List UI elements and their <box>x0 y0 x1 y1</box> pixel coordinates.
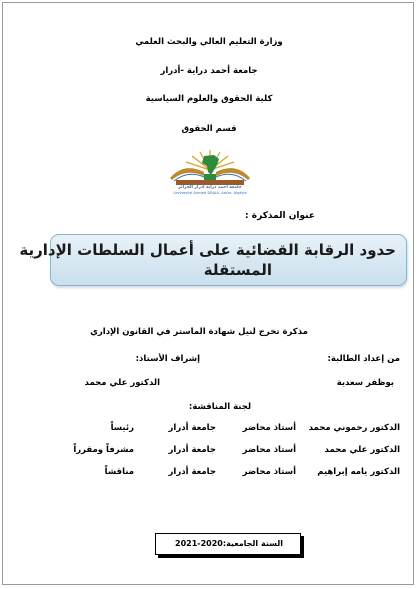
faculty-name: كلية الحقوق والعلوم السياسية <box>145 94 273 104</box>
member-university: جامعة أدرار <box>168 467 216 477</box>
member-name: الدكتور يامه إبراهيم <box>317 467 400 477</box>
member-rank: أستاذ محاضر <box>242 467 296 477</box>
supervisor-name: الدكتور علي محمد <box>84 378 160 388</box>
supervisor-label: إشراف الأستاذ: <box>135 354 200 364</box>
member-rank: أستاذ محاضر <box>242 445 296 455</box>
thesis-title-line-2: المستقلة <box>203 261 272 279</box>
university-logo <box>164 148 256 186</box>
student-name: بوظفر سعدية <box>336 378 394 388</box>
member-university: جامعة أدرار <box>168 445 216 455</box>
logo-university-name-ar: جامعة أحمد دراية أدرار الجزائر <box>178 185 242 190</box>
member-name: الدكتور علي محمد <box>324 445 400 455</box>
committee-member-row <box>0 423 418 437</box>
committee-title: لجنة المناقشة: <box>188 402 252 412</box>
academic-year-box <box>155 533 301 555</box>
member-university: جامعة أدرار <box>168 423 216 433</box>
logo-university-name-en: Université Ahmed DRAIA- Adrar- Algérie <box>173 191 247 195</box>
member-role: مشرفاً ومقرراً <box>73 445 134 455</box>
member-role: رئيساً <box>110 423 134 433</box>
member-role: مناقشاً <box>104 467 134 477</box>
member-rank: أستاذ محاضر <box>242 423 296 433</box>
ministry-name: وزارة التعليم العالي والبحث العلمي <box>135 37 283 47</box>
thesis-description: مذكرة تخرج لنيل شهادة الماستر في القانون الإداري <box>90 327 308 337</box>
committee-member-row <box>0 445 418 459</box>
department-name: قسم الحقوق <box>181 124 237 134</box>
committee-member-row <box>0 467 418 481</box>
university-name: جامعة أحمد دراية -أدرار <box>160 66 258 76</box>
academic-year: السنة الجامعية:2020-2021 <box>175 539 283 548</box>
member-name: الدكتور رحموني محمد <box>308 423 400 433</box>
memo-title-label: عنوان المذكرة : <box>245 211 315 221</box>
thesis-title-line-1: حدود الرقابة القضائية على أعمال السلطات الإدارية <box>19 241 396 259</box>
student-label: من إعداد الطالبة: <box>327 354 400 364</box>
thesis-title-box <box>19 234 407 286</box>
